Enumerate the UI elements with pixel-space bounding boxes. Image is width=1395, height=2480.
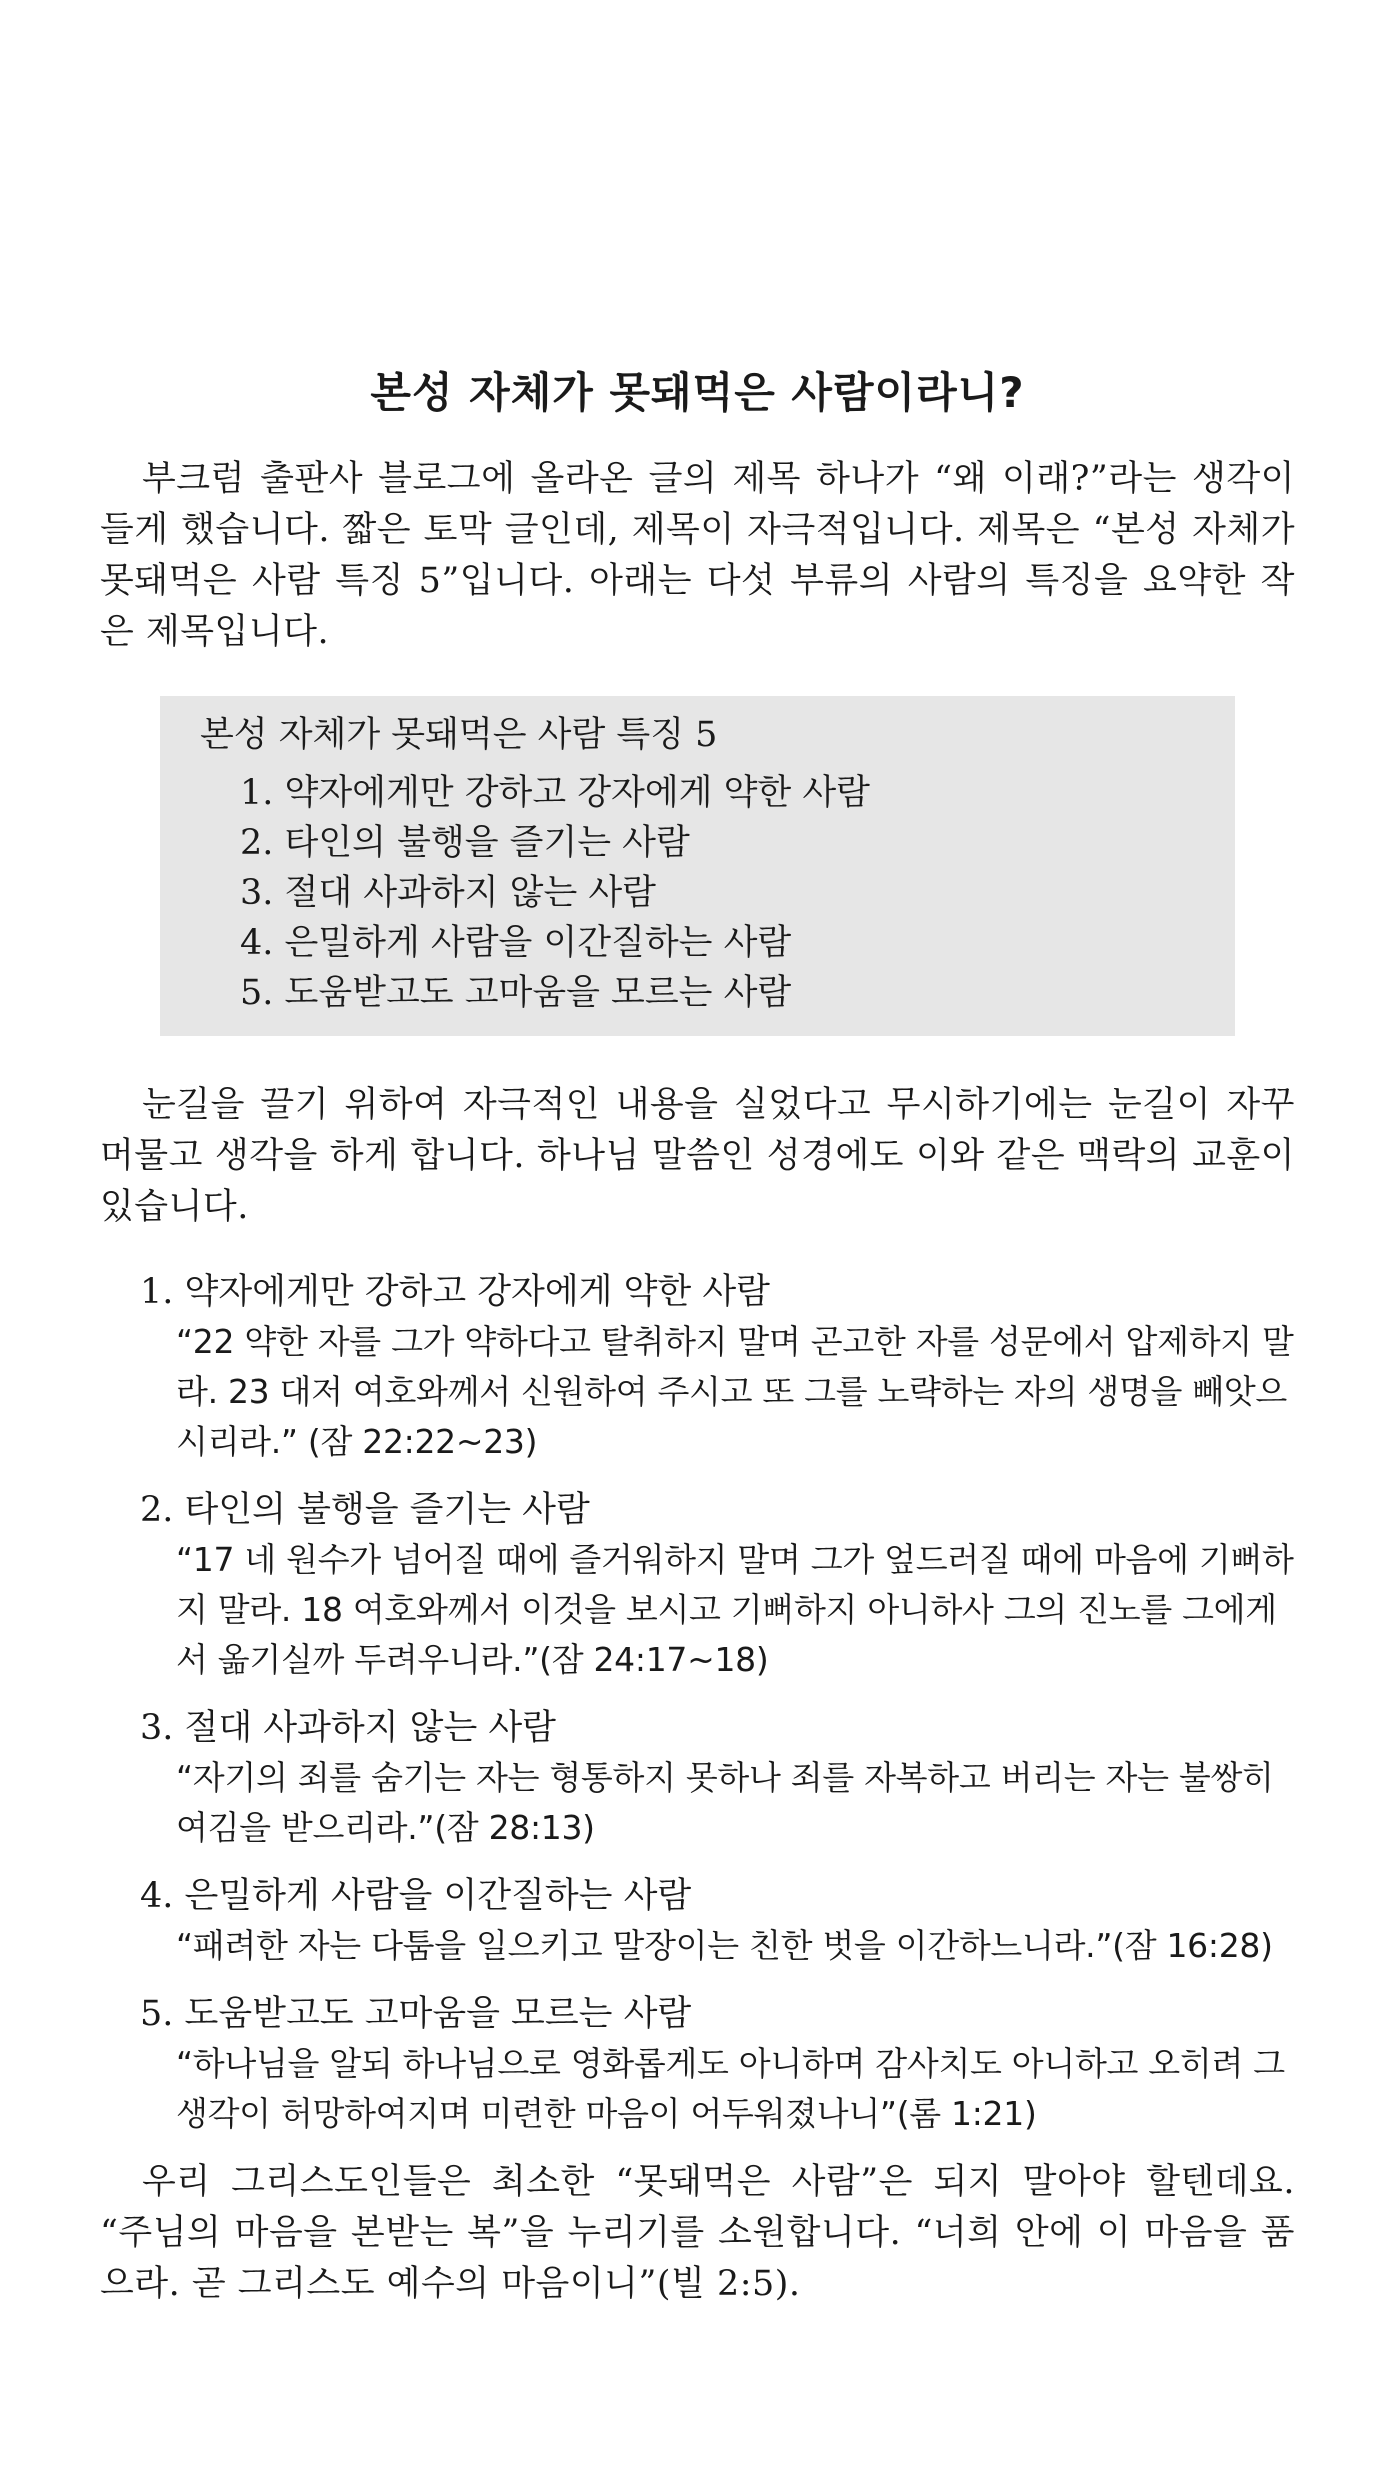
closing-paragraph: 우리 그리스도인들은 최소한 “못돼먹은 사람”은 되지 말아야 할텐데요. “주님의 마음을 본받는 복”을 누리기를 소원합니다. “너희 안에 이 마음을 품으라. 곧 그리스도 예수의 마음이니”(빌 2:5). xyxy=(100,2162,1295,2304)
scripture-item xyxy=(140,1989,1295,2139)
scripture-item xyxy=(140,1871,1295,1971)
scripture-item xyxy=(140,1703,1295,1853)
scripture-quote: “하나님을 알되 하나님으로 영화롭게도 아니하며 감사치도 아니하고 오히려 그 생각이 허망하여지며 미련한 마음이 어두워졌나니”(롬 1:21) xyxy=(176,2044,1285,2133)
scripture-quote: “자기의 죄를 숨기는 자는 형통하지 못하나 죄를 자복하고 버리는 자는 불쌍히 여김을 받으리라.”(잠 28:13) xyxy=(176,1758,1274,1847)
summary-list xyxy=(200,768,1195,1018)
summary-box xyxy=(160,696,1235,1036)
document-page xyxy=(100,360,1295,2310)
scripture-item-heading: 4. 은밀하게 사람을 이간질하는 사람 xyxy=(140,1876,692,1916)
scripture-item-heading: 2. 타인의 불행을 즐기는 사람 xyxy=(140,1490,590,1530)
summary-list-item: 3. 절대 사과하지 않는 사람 xyxy=(240,873,656,913)
scripture-list xyxy=(100,1267,1295,2139)
scripture-item-heading: 1. 약자에게만 강하고 강자에게 약한 사람 xyxy=(140,1272,770,1312)
scripture-item xyxy=(140,1267,1295,1467)
summary-list-item: 1. 약자에게만 강하고 강자에게 약한 사람 xyxy=(240,773,870,813)
scripture-item-heading: 3. 절대 사과하지 않는 사람 xyxy=(140,1708,556,1748)
intro-paragraph: 부크럼 출판사 블로그에 올라온 글의 제목 하나가 “왜 이래?”라는 생각이 들게 했습니다. 짧은 토막 글인데, 제목이 자극적입니다. 제목은 “본성 자체가 못돼먹은 사람 특징 5”입니다. 아래는 다섯 부류의 사람의 특징을 요약한 작은 제목입니다. xyxy=(100,459,1295,652)
scripture-quote: “22 약한 자를 그가 약하다고 탈취하지 말며 곤고한 자를 성문에서 압제하지 말라. 23 대저 여호와께서 신원하여 주시고 또 그를 노략하는 자의 생명을 빼앗으시리라.” (잠 22:22~23) xyxy=(176,1322,1294,1461)
scripture-quote: “패려한 자는 다툼을 일으키고 말장이는 친한 벗을 이간하느니라.”(잠 16:28) xyxy=(176,1926,1273,1965)
scripture-item-heading: 5. 도움받고도 고마움을 모르는 사람 xyxy=(140,1994,692,2034)
middle-paragraph: 눈길을 끌기 위하여 자극적인 내용을 실었다고 무시하기에는 눈길이 자꾸 머물고 생각을 하게 합니다. 하나님 말씀인 성경에도 이와 같은 맥락의 교훈이 있습니다. xyxy=(100,1085,1295,1227)
summary-list-item: 5. 도움받고도 고마움을 모르는 사람 xyxy=(240,973,792,1013)
scripture-item xyxy=(140,1485,1295,1685)
summary-list-item: 4. 은밀하게 사람을 이간질하는 사람 xyxy=(240,923,792,963)
page-title: 본성 자체가 못돼먹은 사람이라니? xyxy=(370,368,1025,417)
summary-box-title: 본성 자체가 못돼먹은 사람 특징 5 xyxy=(200,715,718,755)
summary-list-item: 2. 타인의 불행을 즐기는 사람 xyxy=(240,823,690,863)
scripture-quote: “17 네 원수가 넘어질 때에 즐거워하지 말며 그가 엎드러질 때에 마음에 기뻐하지 말라. 18 여호와께서 이것을 보시고 기뻐하지 아니하사 그의 진노를 그에게서 옮기실까 두려우니라.”(잠 24:17~18) xyxy=(176,1540,1294,1679)
